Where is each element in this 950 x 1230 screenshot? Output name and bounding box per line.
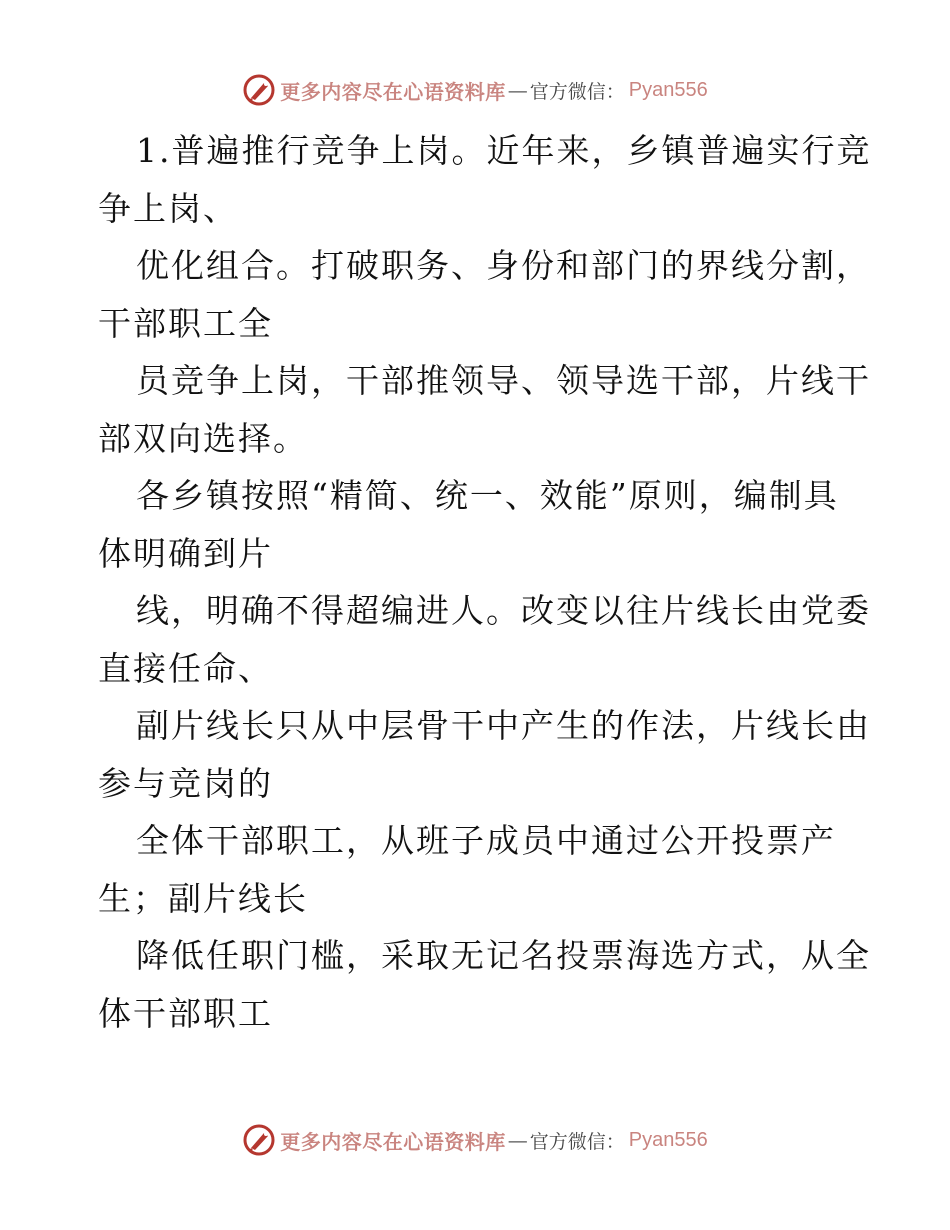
text-line: 各乡镇按照“精简、统一、效能”原则，编制具 [136, 476, 839, 515]
footer-banner [0, 1120, 950, 1160]
text-line: 线，明确不得超编进人。改变以往片线长由党委 [136, 591, 871, 630]
text-line: 直接任命、 [98, 648, 273, 688]
text-line: 副片线长只从中层骨干中产生的作法，片线长由 [136, 706, 871, 745]
banner-wechat-label: 官方微信： [529, 1130, 625, 1153]
text-line: 体明确到片 [98, 533, 273, 573]
text-line: 争上岗、 [98, 188, 238, 228]
banner-wechat-label: 官方微信： [529, 80, 625, 103]
banner-wechat-id: Pyan556 [628, 78, 708, 101]
text-line: 体干部职工 [98, 993, 273, 1033]
banner-separator: — [507, 1128, 528, 1152]
banner-brand-text: 更多内容尽在心语资料库 [280, 1129, 506, 1154]
text-line: 降低任职门槛，采取无记名投票海选方式，从全 [136, 936, 871, 975]
pen-logo-icon [242, 73, 276, 107]
banner-separator: — [507, 78, 528, 102]
text-line: 全体干部职工，从班子成员中通过公开投票产 [136, 821, 836, 860]
banner-wechat-id: Pyan556 [628, 1128, 708, 1151]
text-line: 干部职工全 [98, 303, 273, 343]
text-line: 生；副片线长 [98, 878, 308, 918]
text-line: 参与竞岗的 [98, 763, 273, 803]
text-line: 部双向选择。 [98, 418, 308, 458]
text-line: 1.普遍推行竞争上岗。近年来，乡镇普遍实行竞 [136, 131, 872, 170]
text-line: 员竞争上岗，干部推领导、领导选干部，片线干 [136, 361, 871, 400]
banner-brand-text: 更多内容尽在心语资料库 [280, 79, 506, 104]
text-line: 优化组合。打破职务、身份和部门的界线分割， [136, 246, 871, 285]
header-banner [0, 70, 950, 110]
document-body [98, 122, 872, 1042]
pen-logo-icon [242, 1123, 276, 1157]
